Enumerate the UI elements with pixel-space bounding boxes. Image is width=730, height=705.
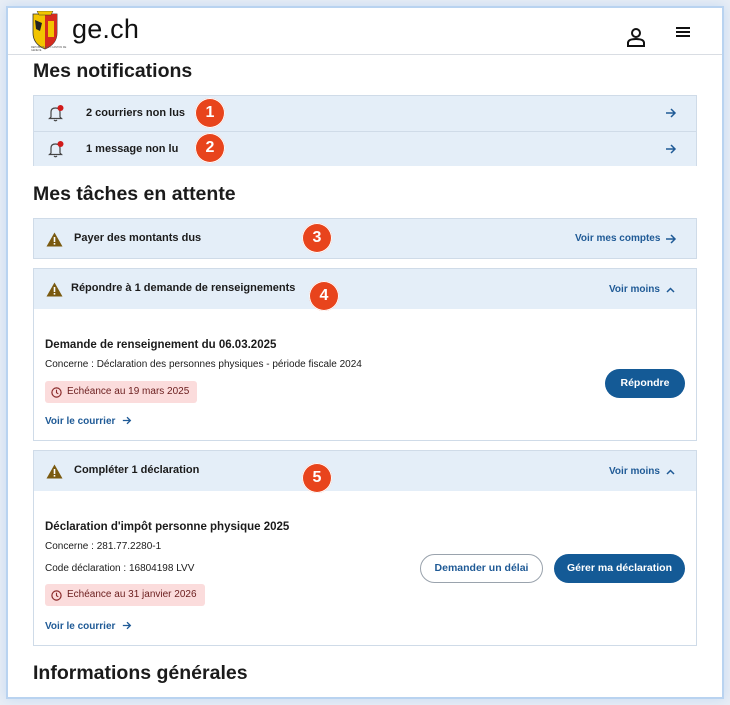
voir-moins-link[interactable]: Voir moins	[609, 284, 660, 295]
user-icon[interactable]	[626, 27, 646, 47]
task-card-declaration	[33, 450, 697, 646]
notification-label: 1 message non lu	[86, 143, 179, 155]
arrow-right-icon[interactable]	[665, 144, 677, 154]
step-badge-4: 4	[309, 281, 339, 311]
declaration-code: Code déclaration : 16804198 LVV	[45, 563, 195, 574]
voir-moins-link[interactable]: Voir moins	[609, 466, 660, 477]
notifications-card	[33, 95, 697, 166]
hamburger-menu-icon[interactable]	[676, 26, 690, 38]
brand-title[interactable]: ge.ch	[72, 14, 140, 44]
arrow-right-icon	[122, 621, 132, 630]
notifications-heading: Mes notifications	[33, 60, 193, 82]
chevron-up-icon[interactable]	[666, 287, 675, 293]
chevron-up-icon[interactable]	[666, 469, 675, 475]
step-badge-1: 1	[195, 98, 225, 128]
due-date-badge	[45, 381, 197, 403]
step-badge-5: 5	[302, 463, 332, 493]
arrow-right-icon[interactable]	[665, 234, 677, 244]
task-title: Payer des montants dus	[74, 232, 202, 244]
demander-un-delai-button[interactable]: Demander un délai	[420, 554, 543, 583]
repondre-button[interactable]: Répondre	[605, 369, 685, 398]
voir-le-courrier-label: Voir le courrier	[45, 621, 116, 632]
request-concerns: Concerne : Déclaration des personnes physiques - période fiscale 2024	[45, 359, 362, 370]
geneva-coat-of-arms-logo[interactable]	[31, 11, 59, 51]
declaration-title: Déclaration d'impôt personne physique 2025	[45, 521, 290, 533]
task-card-renseignements	[33, 268, 697, 441]
general-info-heading: Informations générales	[33, 662, 248, 684]
warning-icon	[46, 282, 63, 297]
due-date-text: Echéance au 31 janvier 2026	[67, 589, 197, 600]
bell-notification-icon	[48, 141, 64, 158]
due-date-text: Echéance au 19 mars 2025	[67, 386, 190, 397]
request-title: Demande de renseignement du 06.03.2025	[45, 339, 277, 351]
step-badge-2: 2	[195, 133, 225, 163]
declaration-concerns: Concerne : 281.77.2280-1	[45, 541, 162, 552]
tasks-heading: Mes tâches en attente	[33, 183, 236, 205]
task-header[interactable]	[34, 451, 696, 491]
notification-row-messages[interactable]	[34, 131, 696, 166]
notification-row-courriers[interactable]	[34, 96, 696, 131]
top-bar	[8, 8, 722, 55]
arrow-right-icon[interactable]	[665, 108, 677, 118]
task-card-payer[interactable]	[33, 218, 697, 259]
logo-caption: REPUBLIQUE ET CANTON DE GENEVE	[31, 46, 67, 52]
task-header	[34, 219, 696, 258]
voir-le-courrier-label: Voir le courrier	[45, 416, 116, 427]
task-header[interactable]	[34, 269, 696, 309]
arrow-right-icon	[122, 416, 132, 425]
warning-icon	[46, 464, 63, 479]
bell-notification-icon	[48, 105, 64, 122]
task-title: Répondre à 1 demande de renseignements	[71, 282, 296, 294]
clock-icon	[51, 387, 62, 398]
page-frame	[8, 8, 722, 697]
voir-mes-comptes-link[interactable]: Voir mes comptes	[575, 233, 661, 244]
voir-le-courrier-link[interactable]	[45, 415, 128, 427]
warning-icon	[46, 232, 63, 247]
gerer-ma-declaration-button[interactable]: Gérer ma déclaration	[554, 554, 685, 583]
task-title: Compléter 1 déclaration	[74, 464, 200, 476]
voir-le-courrier-link[interactable]	[45, 620, 128, 632]
due-date-badge	[45, 584, 205, 606]
notification-label: 2 courriers non lus	[86, 107, 186, 119]
step-badge-3: 3	[302, 223, 332, 253]
clock-icon	[51, 590, 62, 601]
